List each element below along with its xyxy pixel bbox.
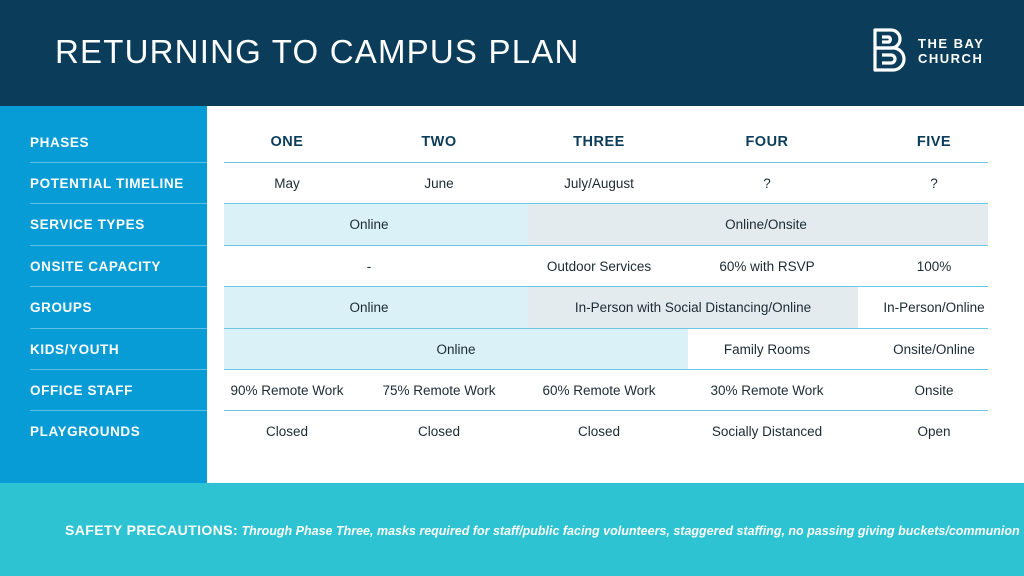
row-label-timeline: POTENTIAL TIMELINE (30, 175, 184, 191)
timeline-cell: ? (930, 175, 938, 191)
row-label-groups: GROUPS (30, 299, 93, 315)
logo-line-1: THE BAY (918, 36, 985, 51)
phase-header-four: FOUR (745, 134, 789, 150)
playground-cell: Closed (417, 424, 461, 439)
safety-footer (0, 483, 1024, 576)
kids-youth-cell: Onsite/Online (893, 341, 975, 357)
capacity-cell: - (366, 258, 372, 274)
groups-cell: Online (349, 300, 389, 315)
capacity-cell: 60% with RSVP (719, 258, 815, 274)
logo-line-2: CHURCH (918, 51, 984, 66)
safety-precautions (65, 522, 1020, 538)
phase-header-three: THREE (573, 134, 625, 150)
capacity-cell: Outdoor Services (546, 258, 652, 274)
phase-header-two: TWO (421, 134, 457, 150)
row-label-playgrounds: PLAYGROUNDS (30, 423, 141, 439)
playground-cell: Open (917, 424, 951, 439)
playground-cell: Socially Distanced (711, 424, 823, 439)
capacity-cell: 100% (916, 258, 952, 274)
row-label-kids-youth: KIDS/YOUTH (30, 341, 120, 357)
groups-cell: In-Person/Online (883, 300, 985, 315)
logo-text (918, 36, 984, 66)
timeline-cell: ? (763, 175, 771, 191)
kids-youth-cell: Family Rooms (723, 341, 811, 357)
office-staff-cell: 30% Remote Work (710, 382, 824, 398)
page-title: RETURNING TO CAMPUS PLAN (55, 33, 580, 70)
phase-header-five: FIVE (916, 134, 952, 150)
playground-cell: Closed (265, 424, 309, 439)
service-type-cell: Online (349, 217, 389, 232)
office-staff-cell: Onsite (914, 382, 954, 398)
groups-cell: In-Person with Social Distancing/Online (574, 300, 812, 315)
safety-text: Through Phase Three, masks required for staff/public facing volunteers, staggered staffing, no passing giving buckets/communion (241, 524, 1020, 538)
row-label-service-types: SERVICE TYPES (30, 216, 145, 232)
kids-youth-cell: Online (436, 341, 476, 357)
row-label-onsite-capacity: ONSITE CAPACITY (30, 258, 162, 274)
office-staff-cell: 75% Remote Work (382, 382, 496, 398)
playground-cell: Closed (577, 424, 621, 439)
office-staff-cell: 90% Remote Work (230, 382, 344, 398)
timeline-cell: June (424, 175, 454, 191)
timeline-cell: May (274, 175, 300, 191)
row-label-office-staff: OFFICE STAFF (30, 382, 133, 398)
timeline-cell: July/August (564, 175, 634, 191)
service-type-cell: Online/Onsite (725, 217, 807, 232)
b-logo-icon (872, 27, 908, 73)
row-label-phases: PHASES (30, 134, 90, 150)
phase-header-one: ONE (270, 134, 304, 150)
office-staff-cell: 60% Remote Work (542, 382, 656, 398)
safety-label: SAFETY PRECAUTIONS: (65, 522, 239, 538)
church-logo (872, 27, 992, 73)
header-bar (0, 0, 1024, 106)
